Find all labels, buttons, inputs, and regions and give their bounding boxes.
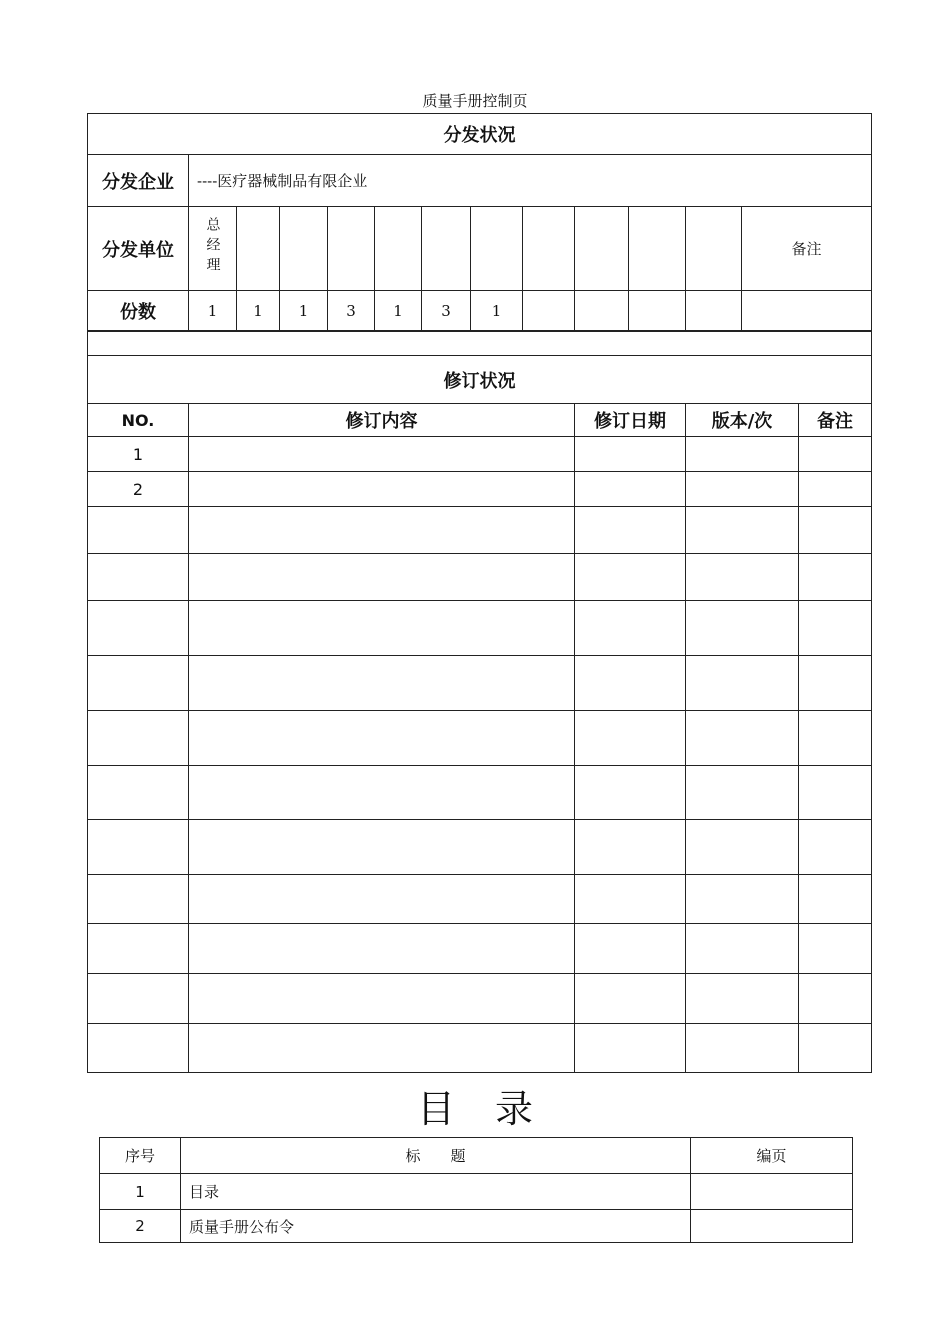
toc-header-row — [100, 1138, 853, 1174]
toc-row: 1 目录 — [100, 1174, 853, 1210]
copies-cell — [523, 291, 575, 331]
table-row — [88, 820, 872, 875]
page-title: 质量手册控制页 — [422, 92, 528, 110]
table-row — [88, 554, 872, 601]
table-row — [88, 601, 872, 656]
toc-title: 目录 — [416, 1087, 573, 1131]
unit-cell — [237, 207, 280, 291]
col-header-version: 版本/次 — [686, 404, 799, 437]
table-row — [88, 875, 872, 924]
toc-table — [99, 1137, 853, 1243]
distribution-table — [87, 113, 872, 331]
table-row — [88, 507, 872, 554]
copies-cell — [686, 291, 742, 331]
unit-cell — [686, 207, 742, 291]
copies-cell: 1 — [471, 291, 523, 331]
remark-label: 备注 — [742, 207, 872, 291]
copies-label: 份数 — [88, 291, 189, 331]
unit-cell — [575, 207, 629, 291]
copies-cell: 1 — [189, 291, 237, 331]
revision-table — [87, 331, 872, 1073]
unit-cell — [422, 207, 471, 291]
copies-cell: 3 — [328, 291, 375, 331]
toc-header-page: 编页 — [691, 1138, 853, 1174]
table-row: 2 — [88, 472, 872, 507]
toc-row: 2 质量手册公布令 — [100, 1210, 853, 1243]
col-header-date: 修订日期 — [575, 404, 686, 437]
revision-header-row — [88, 404, 872, 437]
toc-header-index: 序号 — [100, 1138, 181, 1174]
copies-cell: 1 — [280, 291, 328, 331]
table-row — [88, 656, 872, 711]
table-row — [88, 711, 872, 766]
table-row — [88, 924, 872, 974]
table-row — [88, 974, 872, 1024]
unit-cell — [471, 207, 523, 291]
enterprise-value: ----医疗器械制品有限企业 — [189, 155, 872, 207]
copies-row — [88, 291, 872, 331]
copies-cell — [629, 291, 686, 331]
enterprise-label: 分发企业 — [88, 155, 189, 207]
unit-cell — [375, 207, 422, 291]
unit-cell — [280, 207, 328, 291]
unit-label: 分发单位 — [88, 207, 189, 291]
copies-cell — [575, 291, 629, 331]
unit-cell — [328, 207, 375, 291]
unit-row — [88, 207, 872, 291]
table-row — [88, 1024, 872, 1073]
table-row — [88, 766, 872, 820]
unit-cell — [629, 207, 686, 291]
revision-section-title: 修订状况 — [88, 356, 872, 404]
col-header-content: 修订内容 — [189, 404, 575, 437]
col-header-no: NO. — [88, 404, 189, 437]
copies-cell: 1 — [237, 291, 280, 331]
col-header-remark: 备注 — [799, 404, 872, 437]
copies-remark-cell — [742, 291, 872, 331]
distribution-section-title: 分发状况 — [88, 114, 872, 155]
copies-cell: 1 — [375, 291, 422, 331]
copies-cell: 3 — [422, 291, 471, 331]
unit-cell — [523, 207, 575, 291]
toc-link[interactable]: 目录 — [181, 1174, 691, 1210]
spacer-row — [88, 332, 872, 356]
toc-header-title: 标 题 — [181, 1138, 691, 1174]
toc-link[interactable]: 质量手册公布令 — [181, 1210, 691, 1243]
table-row: 1 — [88, 437, 872, 472]
unit-cell: 总经理 — [189, 207, 237, 291]
